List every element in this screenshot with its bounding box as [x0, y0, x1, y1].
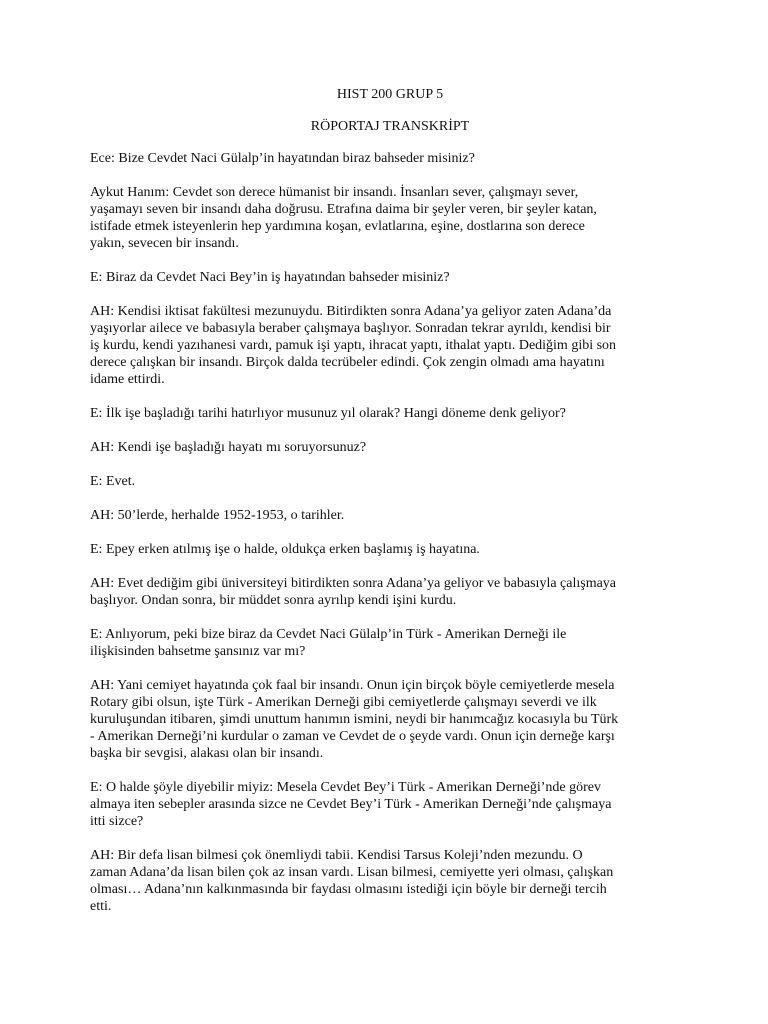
transcript-line: AH: Bir defa lisan bilmesi çok önemliydi tabii. Kendisi Tarsus Koleji’nden mezundu. O: [90, 848, 583, 863]
transcript-line: idame ettirdi.: [90, 372, 165, 387]
transcript-line: kuruluşundan itibaren, şimdi unuttum hanımın ismini, neydi bir hanımcağız kocasıyla bu Türk: [90, 712, 619, 727]
transcript-paragraph: [90, 541, 690, 558]
transcript-line: Aykut Hanım: Cevdet son derece hümanist bir insandı. İnsanları sever, çalışmayı sever,: [90, 185, 579, 200]
transcript-line: iş kurdu, kendi yazıhanesi vardı, pamuk işi yaptı, ihracat yaptı, ithalat yaptı. Dediğim gibi son: [90, 338, 617, 353]
transcript-paragraph: [90, 184, 690, 252]
transcript-paragraph: [90, 575, 690, 609]
transcript-paragraph: [90, 439, 690, 456]
transcript-line: AH: Evet dediğim gibi üniversiteyi bitirdikten sonra Adana’ya geliyor ve babasıyla çalışmaya: [90, 576, 617, 591]
transcript-line: yaşamayı seven bir insandı daha doğrusu. Etrafına daima bir şeyler veren, bir şeyler katan,: [90, 202, 597, 217]
transcript-line: AH: Kendisi iktisat fakültesi mezunuydu. Bitirdikten sonra Adana’ya geliyor zaten Adana’da: [90, 304, 612, 319]
transcript-line: almaya iten sebepler arasında sizce ne Cevdet Bey’i Türk - Amerikan Derneği’nde çalışmaya: [90, 797, 612, 812]
transcript-line: AH: Kendi işe başladığı hayatı mı soruyorsunuz?: [90, 440, 367, 455]
transcript-line: yakın, sevecen bir insandı.: [90, 236, 239, 251]
transcript-line: - Amerikan Derneği’ni kurdular o zaman ve Cevdet de o şeyde vardı. Onun için derneğe karşı: [90, 729, 615, 744]
transcript-paragraph: [90, 779, 690, 830]
document-subtitle: RÖPORTAJ TRANSKRİPT: [310, 119, 470, 134]
transcript-line: E: Anlıyorum, peki bize biraz da Cevdet Naci Gülalp’in Türk - Amerikan Derneği ile: [90, 627, 567, 642]
transcript-line: E: İlk işe başladığı tarihi hatırlıyor musunuz yıl olarak? Hangi döneme denk geliyor?: [90, 406, 566, 421]
transcript-line: Ece: Bize Cevdet Naci Gülalp’in hayatından biraz bahseder misiniz?: [90, 151, 475, 166]
transcript-paragraph: [90, 303, 690, 388]
transcript-line: başlıyor. Ondan sonra, bir müddet sonra ayrılıp kendi işini kurdu.: [90, 593, 457, 608]
document-body: [90, 86, 690, 932]
transcript-line: itti sizce?: [90, 814, 144, 829]
transcript-paragraph: [90, 473, 690, 490]
transcript-paragraph: [90, 626, 690, 660]
transcript-line: yaşıyorlar ailece ve babasıyla beraber çalışmaya başlıyor. Sonradan tekrar ayrıldı, kendisi bir: [90, 321, 611, 336]
transcript-line: olması… Adana’nın kalkınmasında bir faydası olmasını istediği için böyle bir derneği tercih: [90, 882, 607, 897]
transcript-line: AH: 50’lerde, herhalde 1952-1953, o tarihler.: [90, 508, 345, 523]
transcript-line: E: Evet.: [90, 474, 136, 489]
transcript-paragraph: [90, 507, 690, 524]
transcript-line: E: Biraz da Cevdet Naci Bey’in iş hayatından bahseder misiniz?: [90, 270, 450, 285]
transcript-paragraph: [90, 269, 690, 286]
transcript-paragraph: [90, 677, 690, 762]
transcript-line: AH: Yani cemiyet hayatında çok faal bir insandı. Onun için birçok böyle cemiyetlerde mesela: [90, 678, 615, 693]
transcript-line: Rotary gibi olsun, işte Türk - Amerikan Derneği gibi cemiyetlerde çalışmayı severdi ve ilk: [90, 695, 597, 710]
transcript-paragraph: [90, 405, 690, 422]
transcript-line: etti.: [90, 899, 112, 914]
transcript-line: E: Epey erken atılmış işe o halde, oldukça erken başlamış iş hayatına.: [90, 542, 480, 557]
document-title: HIST 200 GRUP 5: [336, 87, 444, 102]
transcript-line: derece çalışkan bir insandı. Birçok dalda tecrübeler edindi. Çok zengin olmadı ama hayatını: [90, 355, 605, 370]
transcript-line: zaman Adana’da lisan bilen çok az insan vardı. Lisan bilmesi, cemiyette yeri olması, çalışkan: [90, 865, 614, 880]
transcript-line: istifade etmek isteyenlerin hep yardımına koşan, evlatlarına, eşine, dostlarına son derece: [90, 219, 585, 234]
transcript-paragraph: [90, 150, 690, 167]
transcript: [90, 150, 690, 915]
transcript-paragraph: [90, 847, 690, 915]
transcript-line: başka bir sevgisi, alakası olan bir insandı.: [90, 746, 324, 761]
transcript-line: ilişkisinden bahsetme şansınız var mı?: [90, 644, 306, 659]
transcript-line: E: O halde şöyle diyebilir miyiz: Mesela Cevdet Bey’i Türk - Amerikan Derneği’nde görev: [90, 780, 601, 795]
